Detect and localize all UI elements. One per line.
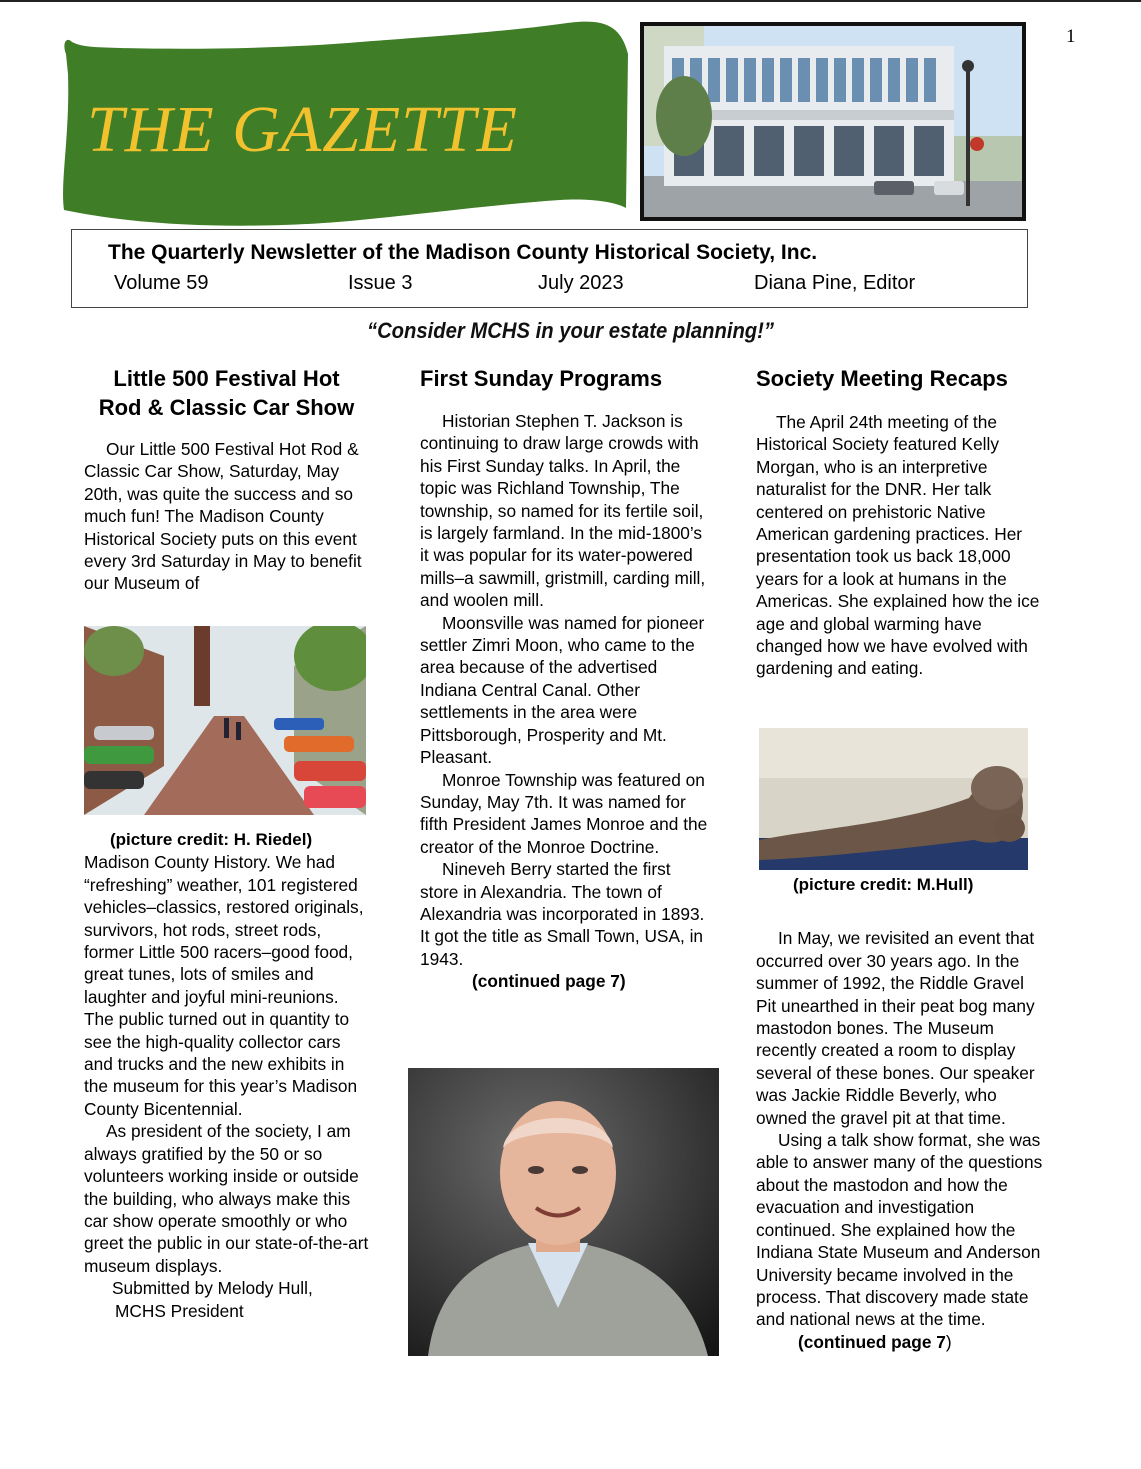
page-number: 1 xyxy=(1066,26,1076,47)
signature-line-1: Submitted by Melody Hull, xyxy=(112,1278,313,1299)
first-sunday-paragraph-4: Nineveh Berry started the first store in Alexandria. The town of Alexandria was incorporated in 1893. It got the title as Small Town, USA, in 1943. xyxy=(420,859,705,969)
car-show-paragraph-3: As president of the society, I am always gratified by the 50 or so volunteers working inside or outside the building, who always make this car show operate smoothly or who greet the public in our state-of-the-art museum displays. xyxy=(84,1121,369,1276)
car-show-photo xyxy=(84,626,366,815)
meeting-recaps-article xyxy=(756,364,1046,680)
volume-label: Volume 59 xyxy=(114,272,209,294)
newsletter-subtitle: The Quarterly Newsletter of the Madison County Historical Society, Inc. xyxy=(108,241,818,264)
meeting-recaps-paragraph-2: In May, we revisited an event that occurred over 30 years ago. In the summer of 1992, the Riddle Gravel Pit unearthed in their peat bog many mastodon bones. The Museum recently created a room to display several of these bones. Our speaker was Jackie Riddle Beverly, who owned the gravel pit at that time. xyxy=(756,928,1035,1128)
mastodon-photo-credit: (picture credit: M.Hull) xyxy=(793,875,974,894)
mastodon-bone-photo xyxy=(759,728,1028,870)
car-show-paragraph-1: Our Little 500 Festival Hot Rod & Classic Car Show, Saturday, May 20th, was quite the success and so much fun! The Madison County Historical Society puts on this event every 3rd Saturday in May to benefit our Museum of xyxy=(84,439,362,594)
car-show-article-continued xyxy=(84,829,369,1322)
car-show-paragraph-2: Madison County History. We had “refreshing” weather, 101 registered vehicles–classics, restored originals, survivors, hot rods, street rods, former Little 500 racers–good food, great tunes, lots of smiles and laughter and joyful mini-reunions. The public turned out in quantity to see the high-quality collector cars and trucks and the new exhibits in the museum for this year’s Madison County Bicentennial. xyxy=(84,852,364,1119)
signature-line-2: MCHS President xyxy=(115,1300,244,1321)
car-show-article xyxy=(84,364,369,595)
estate-planning-tagline: “Consider MCHS in your estate planning!” xyxy=(366,318,775,343)
issue-label: Issue 3 xyxy=(348,272,413,294)
meeting-recaps-heading: Society Meeting Recaps xyxy=(756,366,1008,391)
car-show-heading-line1: Little 500 Festival Hot xyxy=(113,366,340,391)
meeting-recaps-continued xyxy=(756,874,1046,1353)
first-sunday-paragraph-2: Moonsville was named for pioneer settler Zimri Moon, who came to the area because of the advertised Indiana Central Canal. Other settlements in the area were Pittsborough, Prosperity and Mt. Pleasant. xyxy=(420,612,705,768)
continued-paren: ) xyxy=(945,1331,952,1352)
gazette-title: THE GAZETTE xyxy=(87,93,518,166)
first-sunday-heading: First Sunday Programs xyxy=(420,366,663,391)
first-sunday-paragraph-3: Monroe Township was featured on Sunday, May 7th. It was named for fifth President James Monroe and the creator of the Monroe Doctrine. xyxy=(420,769,708,857)
building-photo xyxy=(640,22,1026,221)
top-rule xyxy=(0,0,1141,2)
historian-portrait xyxy=(408,1068,719,1356)
continued-label: (continued page 7 xyxy=(798,1331,946,1352)
first-sunday-paragraph-1: Historian Stephen T. Jackson is continuing to draw large crowds with his First Sunday talks. In April, the topic was Richland Township, The township, so named for its fertile soil, is largely farmland. In the mid-1800’s it was popular for its water-powered mills–a sawmill, gristmill, carding mill, and woolen mill. xyxy=(420,411,706,611)
meeting-recaps-paragraph-3: Using a talk show format, she was able to answer many of the questions about the mastodon and how the evacuation and investigation continued. She explained how the Indiana State Museum and Anderson University became involved in the process. That discovery made state and national news at the time. xyxy=(756,1130,1043,1330)
first-sunday-article xyxy=(420,364,710,993)
editor-label: Diana Pine, Editor xyxy=(754,272,916,294)
first-sunday-continued: (continued page 7) xyxy=(472,971,626,992)
meeting-recaps-paragraph-1: The April 24th meeting of the Historical Society featured Kelly Morgan, who is an interpretive naturalist for the DNR. Her talk centered on prehistoric Native American gardening practices. Her presentation took us back 18,000 years for a look at humans in the Americas. She explained how the ice age and global warming have changed how we have evolved with gardening and eating. xyxy=(756,412,1040,679)
car-show-heading-line2: Rod & Classic Car Show xyxy=(98,395,355,420)
masthead-box xyxy=(71,229,1028,308)
issue-date: July 2023 xyxy=(538,272,624,294)
car-show-photo-credit: (picture credit: H. Riedel) xyxy=(110,830,313,849)
meeting-recaps-continued-note xyxy=(756,1331,1046,1353)
